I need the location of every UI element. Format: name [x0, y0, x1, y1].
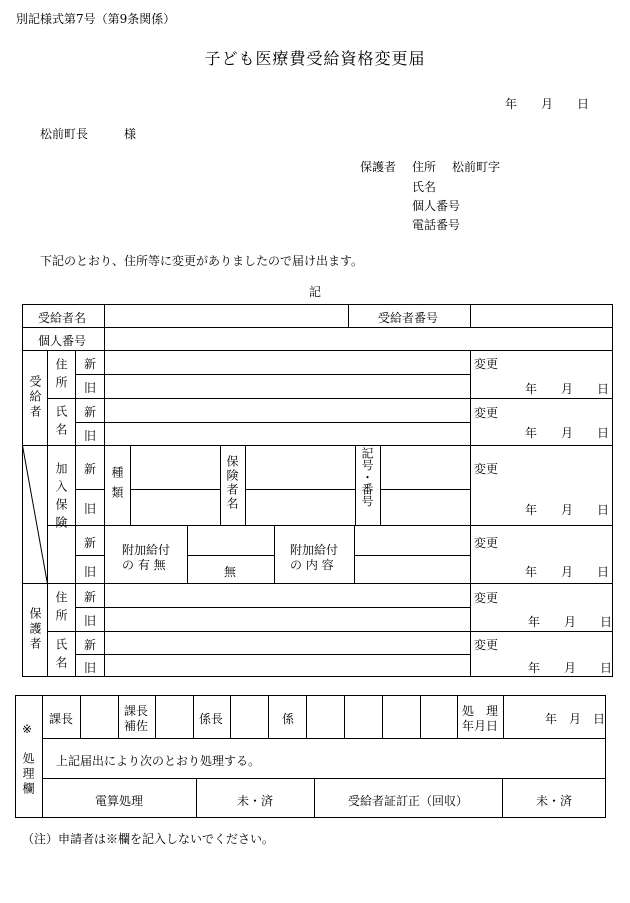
symbol-number-label: 記号・番号	[360, 447, 374, 507]
recipient-number-label: 受給者番号	[378, 311, 439, 325]
name-label: 氏名	[412, 180, 437, 194]
processing-date-label-line1: 処 理	[462, 704, 499, 718]
submission-date: 年 月 日	[505, 97, 590, 111]
guardian-name-new: 新	[84, 638, 97, 652]
extra-new: 新	[84, 536, 97, 550]
assistant-chief-label-line1: 課長	[124, 704, 149, 718]
change-date: 年 月 日	[525, 503, 610, 517]
recipient-name-label: 受給者名	[38, 311, 87, 325]
assistant-chief-label-line2: 補佐	[124, 719, 149, 733]
guardian-name-label: 氏名	[54, 638, 68, 674]
personal-number-row-label: 個人番号	[38, 334, 87, 348]
change-date: 年 月 日	[525, 382, 610, 396]
processing-date: 年 月 日	[545, 712, 606, 726]
unit-chief-label: 係長	[199, 712, 224, 726]
footnote: （注）申請者は※欄を記入しないでください。	[22, 832, 275, 846]
processing-section-label: 処理欄	[21, 752, 35, 797]
change-label: 変更	[474, 591, 499, 605]
intro-text: 下記のとおり、住所等に変更がありましたので届け出ます。	[40, 254, 364, 268]
phone-label: 電話番号	[412, 218, 461, 232]
extra-content-label-line1: 附加給付	[290, 543, 339, 557]
guardian-address-old: 旧	[84, 614, 97, 628]
ki-label: 記	[308, 285, 321, 299]
recipient-name-new: 新	[84, 405, 97, 419]
section-chief-label: 課長	[49, 712, 74, 726]
insurance-type-label: 種類	[110, 466, 124, 506]
address-label: 住所	[412, 160, 437, 174]
insurance-new: 新	[84, 462, 97, 476]
extra-benefit-none: 無	[224, 565, 237, 579]
change-label: 変更	[474, 406, 499, 420]
recipient-address-old: 旧	[84, 381, 97, 395]
address-prefix: 松前町字	[452, 160, 501, 174]
computer-processing-label: 電算処理	[95, 794, 144, 808]
processing-date-label-line2: 年月日	[462, 719, 499, 733]
change-date: 年 月 日	[525, 565, 610, 579]
certificate-correction-label: 受給者証訂正（回収）	[348, 794, 469, 808]
extra-benefit-label-line1: 附加給付	[122, 543, 171, 557]
recipient-address-label: 住所	[54, 358, 68, 394]
insurance-section-label: 加入保険	[54, 462, 68, 534]
certificate-correction-status: 未・済	[536, 794, 573, 808]
addressee: 松前町長 様	[40, 127, 137, 141]
guardian-address-label: 住所	[54, 591, 68, 627]
change-label: 変更	[474, 536, 499, 550]
processing-statement: 上記届出により次のとおり処理する。	[56, 754, 261, 768]
insurer-name-label: 保険者名	[225, 455, 239, 511]
change-label: 変更	[474, 462, 499, 476]
change-label: 変更	[474, 638, 499, 652]
guardian-address-new: 新	[84, 590, 97, 604]
form-number: 別記様式第7号（第9条関係）	[16, 12, 176, 26]
recipient-section-label: 受給者	[28, 375, 42, 420]
change-date: 年 月 日	[528, 615, 613, 629]
staff-label: 係	[282, 712, 295, 726]
recipient-address-new: 新	[84, 357, 97, 371]
recipient-name-old: 旧	[84, 429, 97, 443]
change-date: 年 月 日	[528, 661, 613, 675]
computer-processing-status: 未・済	[237, 794, 274, 808]
recipient-name-field-label: 氏名	[54, 405, 68, 441]
extra-content-label-line2: の 内 容	[290, 558, 334, 572]
insurance-old: 旧	[84, 502, 97, 516]
guardian-name-old: 旧	[84, 661, 97, 675]
page-title: 子ども医療費受給資格変更届	[204, 49, 426, 68]
guardian-section-label: 保護者	[28, 607, 42, 652]
asterisk-mark: ※	[22, 722, 33, 736]
applicant-role: 保護者	[360, 160, 397, 174]
personal-number-label: 個人番号	[412, 199, 461, 213]
change-date: 年 月 日	[525, 426, 610, 440]
change-label: 変更	[474, 357, 499, 371]
extra-old: 旧	[84, 565, 97, 579]
extra-benefit-label-line2: の 有 無	[122, 558, 166, 572]
